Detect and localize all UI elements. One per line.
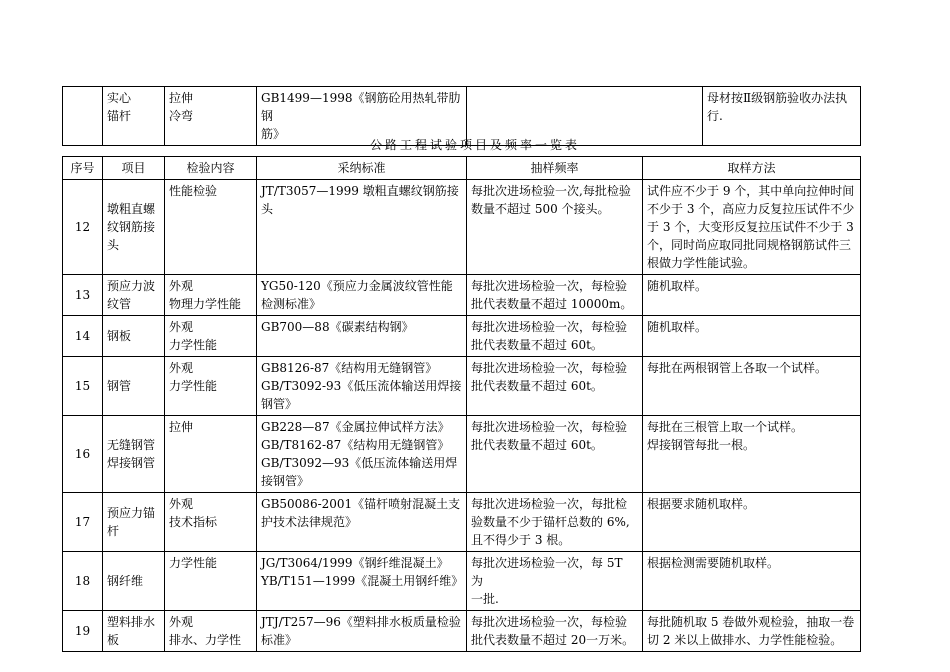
cell-frequency [467,416,643,493]
cell-frequency-line: 每批次进场检验一次，每检验 [471,279,628,293]
cell-method-line: 根做力学性能试验。 [647,256,756,270]
cell-content [165,552,257,611]
cell-no: 19 [63,611,103,652]
cell-standard-line: GB50086-2001《锚杆喷射混凝土支 [261,497,461,511]
cell-method [643,493,861,552]
cell-method-line: 每批在三根管上取一个试样。 [647,420,804,434]
cell-item-line: 预应力锚 [107,506,156,520]
cell-frequency-line: 批代表数量不超过 10000m。 [471,297,633,311]
cell-frequency [467,611,643,652]
cell-item-line: 无缝钢管 [107,438,156,452]
cell-no: 16 [63,416,103,493]
cell-method-line: 切 2 米以上做排水、力学性能检验。 [647,633,843,647]
table-row [63,416,861,493]
cell-item-line: 钢管 [107,379,132,393]
cell-frequency-line: 批代表数量不超过 60t。 [471,438,603,452]
header-standard: 采纳标准 [257,157,467,180]
cell-content [165,180,257,275]
cell-frequency [467,316,643,357]
cell-method [643,552,861,611]
cell-frequency [467,493,643,552]
cell-frequency-line: 每批次进场检验一次，每检验 [471,361,628,375]
cell-content [165,357,257,416]
cell-frequency [467,275,643,316]
cell-standard-line: GB/T8162-87《结构用无缝钢管》 [261,438,450,452]
cell-method-line: 每批随机取 5 卷做外观检验，抽取一卷 [647,615,855,629]
cell-standard [257,552,467,611]
cell-frequency-line: 每批次进场检验一次，每检验 [471,320,628,334]
cell-standard-line: GB/T3092-93《低压流体输送用焊接 [261,379,462,393]
cell-item-line: 头 [107,238,120,252]
top-row-content: 拉伸 冷弯 [165,87,257,146]
cell-standard-line: 接钢管》 [261,474,310,488]
cell-item-line: 板 [107,633,120,647]
cell-content-line: 力学性能 [169,379,218,393]
cell-standard [257,180,467,275]
cell-method-line: 随机取样。 [647,320,708,334]
cell-standard-line: GB/T3092—93《低压流体输送用焊 [261,456,458,470]
cell-item [103,316,165,357]
table-row [63,493,861,552]
top-row-method: 母材按Ⅱ级钢筋验收办法执 行. [703,87,861,146]
cell-standard-line: 护技术法律规范》 [261,515,358,529]
cell-content [165,275,257,316]
cell-method-line: 试件应不少于 9 个，其中单向拉伸时间 [647,184,855,198]
cell-frequency [467,357,643,416]
cell-standard-line: GB700—88《碳素结构钢》 [261,320,414,334]
cell-no: 12 [63,180,103,275]
cell-standard-line: GB8126-87《结构用无缝钢管》 [261,361,438,375]
cell-standard-line: 钢管》 [261,397,298,411]
header-content: 检验内容 [165,157,257,180]
cell-frequency-line: 每批次进场检验一次，每检验 [471,615,628,629]
cell-no: 14 [63,316,103,357]
cell-item-line: 塑料排水 [107,615,156,629]
cell-frequency-line: 验数量不少于锚杆总数的 6%, [471,515,630,529]
table-row [63,611,861,652]
cell-content-line: 排水、力学性 [169,633,242,647]
cell-content-line: 力学性能 [169,556,218,570]
cell-item [103,275,165,316]
cell-standard [257,357,467,416]
cell-method [643,180,861,275]
header-no: 序号 [63,157,103,180]
table-row [63,275,861,316]
cell-content-line: 技术指标 [169,515,218,529]
cell-content-line: 物理力学性能 [169,297,242,311]
cell-frequency-line: 批代表数量不超过 60t。 [471,338,603,352]
test-frequency-table [62,156,861,652]
cell-item [103,416,165,493]
cell-item-line: 纹管 [107,297,132,311]
cell-item-line: 杆 [107,524,120,538]
cell-standard-line: YG50-120《预应力金属波纹管性能 [261,279,453,293]
header-frequency: 抽样频率 [467,157,643,180]
table-row [63,552,861,611]
cell-content-line: 性能检验 [169,184,218,198]
cell-method [643,611,861,652]
cell-item [103,357,165,416]
cell-frequency [467,552,643,611]
cell-item-line: 钢板 [107,329,132,343]
header-item: 项目 [103,157,165,180]
cell-frequency-line: 一批. [471,592,499,606]
cell-no: 17 [63,493,103,552]
cell-frequency-line: 每批次进场检验一次，每批检 [471,497,628,511]
cell-method [643,357,861,416]
cell-method [643,275,861,316]
cell-content-line: 外观 [169,615,194,629]
cell-item-line: 焊接钢管 [107,456,156,470]
cell-method [643,416,861,493]
cell-standard-line: JTJ/T257—96《塑料排水板质量检验 [261,615,461,629]
cell-content-line: 外观 [169,320,194,334]
cell-standard [257,275,467,316]
cell-method-line: 不少于 3 个，高应力反复拉压试件不少 [647,202,855,216]
table-caption: 公路工程试验项目及频率一览表 [369,138,580,152]
cell-frequency-line: 每批次进场检验一次,每批检验 [471,184,631,198]
cell-method-line: 根据要求随机取样。 [647,497,756,511]
cell-no: 15 [63,357,103,416]
cell-method-line: 根据检测需要随机取样。 [647,556,780,570]
cell-content [165,316,257,357]
cell-method [643,316,861,357]
cell-no: 13 [63,275,103,316]
cell-frequency-line: 每批次进场检验一次，每检验 [471,420,628,434]
cell-standard-line: GB228—87《金属拉伸试样方法》 [261,420,450,434]
cell-method-line: 于 3 个，大变形反复拉压试件不少于 3 [647,220,854,234]
top-row-standard: GB1499—1998《钢筋砼用热轧带肋钢 筋》 [257,87,467,146]
cell-item [103,493,165,552]
cell-no: 18 [63,552,103,611]
top-row-item: 实心 锚杆 [103,87,165,146]
table-row [63,180,861,275]
cell-content [165,611,257,652]
cell-method-line: 焊接钢管每批一根。 [647,438,756,452]
header-method: 取样方法 [643,157,861,180]
cell-standard-line: JT/T3057—1999 墩粗直螺纹钢筋接头 [261,184,459,216]
cell-method-line: 个，同时尚应取同批同规格钢筋试件三 [647,238,852,252]
cell-standard-line: 标准》 [261,633,298,647]
cell-item [103,552,165,611]
cell-standard [257,493,467,552]
cell-content [165,493,257,552]
cell-content-line: 外观 [169,279,194,293]
table-row [63,316,861,357]
cell-standard [257,416,467,493]
header-row [63,157,861,180]
table-body [63,180,861,652]
cell-frequency-line: 且不得少于 3 根。 [471,533,571,547]
cell-content-line: 力学性能 [169,338,218,352]
cell-frequency-line: 数量不超过 500 个接头。 [471,202,610,216]
cell-item [103,611,165,652]
cell-content [165,416,257,493]
cell-item-line: 纹钢筋接 [107,220,156,234]
cell-standard-line: 检测标准》 [261,297,322,311]
cell-content-line: 外观 [169,361,194,375]
cell-standard-line: YB/T151—1999《混凝土用钢纤维》 [261,574,464,588]
cell-item-line: 墩粗直螺 [107,202,156,216]
cell-standard-line: JG/T3064/1999《钢纤维混凝土》 [261,556,449,570]
cell-content-line: 外观 [169,497,194,511]
cell-standard [257,316,467,357]
table-row [63,357,861,416]
cell-method-line: 每批在两根钢管上各取一个试样。 [647,361,828,375]
cell-method-line: 随机取样。 [647,279,708,293]
cell-item-line: 钢纤维 [107,574,144,588]
cell-frequency-line: 批代表数量不超过 60t。 [471,379,603,393]
cell-frequency-line: 批代表数量不超过 20一万米。 [471,633,635,647]
cell-frequency-line: 每批次进场检验一次，每 5T 为 [471,556,623,588]
cell-item-line: 预应力波 [107,279,156,293]
cell-standard [257,611,467,652]
cell-item [103,180,165,275]
cell-content-line: 拉伸 [169,420,194,434]
cell-frequency [467,180,643,275]
